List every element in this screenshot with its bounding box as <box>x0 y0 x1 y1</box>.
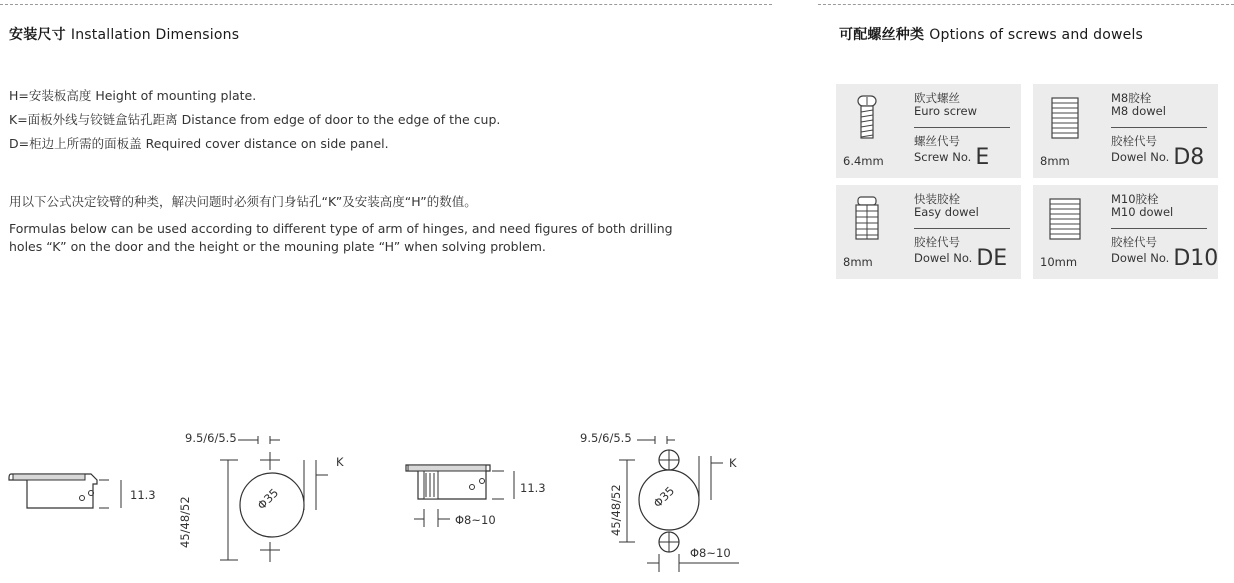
card-easy-dowel <box>836 185 1021 279</box>
installation-title <box>9 24 239 44</box>
d1-height-label: 11.3 <box>130 488 156 502</box>
card-code-cn: 胶栓代号 <box>1111 134 1157 148</box>
card-code-en: Dowel No. <box>1111 251 1170 265</box>
d2-cup-label: Φ35 <box>254 485 282 513</box>
card-name-en: M8 dowel <box>1111 104 1166 118</box>
card-code-line <box>914 246 1008 271</box>
options-title <box>839 24 1143 44</box>
card-rule <box>914 127 1010 128</box>
card-code-line <box>1111 246 1219 271</box>
card-name-en: Easy dowel <box>914 205 979 219</box>
card-code: E <box>975 145 990 170</box>
m10-dowel-icon <box>1043 195 1089 255</box>
card-names <box>914 92 977 118</box>
card-name-cn: 欧式螺丝 <box>914 91 960 105</box>
easy-dowel-icon <box>846 195 892 255</box>
card-size: 6.4mm <box>843 154 884 168</box>
definition-h: H=安装板高度 Height of mounting plate. <box>9 88 257 103</box>
card-rule <box>1111 127 1207 128</box>
card-name-en: Euro screw <box>914 104 977 118</box>
card-code-cn: 螺丝代号 <box>914 134 960 148</box>
definitions-list <box>9 84 500 156</box>
card-names <box>914 193 979 219</box>
d3-height-label: 11.3 <box>520 481 546 495</box>
d4-hole-label: Φ8~10 <box>690 546 731 560</box>
card-size: 10mm <box>1040 255 1078 269</box>
options-title-en: Options of screws and dowels <box>929 27 1144 43</box>
d3-hole-label: Φ8~10 <box>455 513 496 527</box>
card-code-cn: 胶栓代号 <box>914 235 960 249</box>
d2-side-label: 45/48/52 <box>178 496 192 548</box>
d4-side-label: 45/48/52 <box>609 484 623 536</box>
d2-k-label: K <box>336 455 344 469</box>
d4-top-label: 9.5/6/5.5 <box>580 431 632 445</box>
card-name-cn: M10胶栓 <box>1111 192 1159 206</box>
d4-k-label: K <box>729 456 737 470</box>
card-name-cn: M8胶栓 <box>1111 91 1152 105</box>
mounting-plate-diagram-1 <box>5 470 135 520</box>
card-rule <box>1111 228 1207 229</box>
d2-top-label: 9.5/6/5.5 <box>185 431 237 445</box>
card-names <box>1111 193 1173 219</box>
m8-dowel-icon <box>1043 94 1089 154</box>
definition-k: K=面板外线与铰链盒钻孔距离 Distance from edge of door to the edge of the cup. <box>9 112 501 127</box>
cup-hole-diagram-4 <box>575 430 765 580</box>
card-name-en: M10 dowel <box>1111 205 1174 219</box>
card-code-cn: 胶栓代号 <box>1111 235 1157 249</box>
definition-d: D=柜边上所需的面板盖 Required cover distance on side panel. <box>9 136 389 151</box>
card-name-cn: 快装胶栓 <box>914 192 960 206</box>
formula-note-cn: 用以下公式决定铰臂的种类，解决问题时必须有门身钻孔“K”及安装高度“H”的数值。 <box>9 194 477 209</box>
card-code-en: Screw No. <box>914 150 972 164</box>
card-code-line <box>914 145 990 170</box>
card-m10-dowel <box>1033 185 1218 279</box>
card-euro-screw <box>836 84 1021 178</box>
card-rule <box>914 228 1010 229</box>
euro-screw-icon <box>846 94 892 154</box>
card-code-line <box>1111 145 1205 170</box>
card-size: 8mm <box>1040 154 1070 168</box>
installation-title-cn: 安装尺寸 <box>9 27 66 43</box>
formula-note-en: Formulas below can be used according to different type of arm of hinges, and need figures of both drilling holes “K” on the door and the height or the mouning plate “H” when solving problem. <box>9 221 673 254</box>
card-names <box>1111 92 1166 118</box>
d4-cup-label: Φ35 <box>650 483 678 511</box>
card-code-en: Dowel No. <box>914 251 973 265</box>
card-size: 8mm <box>843 255 873 269</box>
card-m8-dowel <box>1033 84 1218 178</box>
card-code: D8 <box>1173 145 1205 170</box>
options-title-cn: 可配螺丝种类 <box>839 27 925 43</box>
card-code-en: Dowel No. <box>1111 150 1170 164</box>
installation-title-en: Installation Dimensions <box>70 27 240 43</box>
divider-left <box>0 4 772 5</box>
divider-right <box>818 4 1234 5</box>
card-code: D10 <box>1173 246 1219 271</box>
card-code: DE <box>976 246 1008 271</box>
